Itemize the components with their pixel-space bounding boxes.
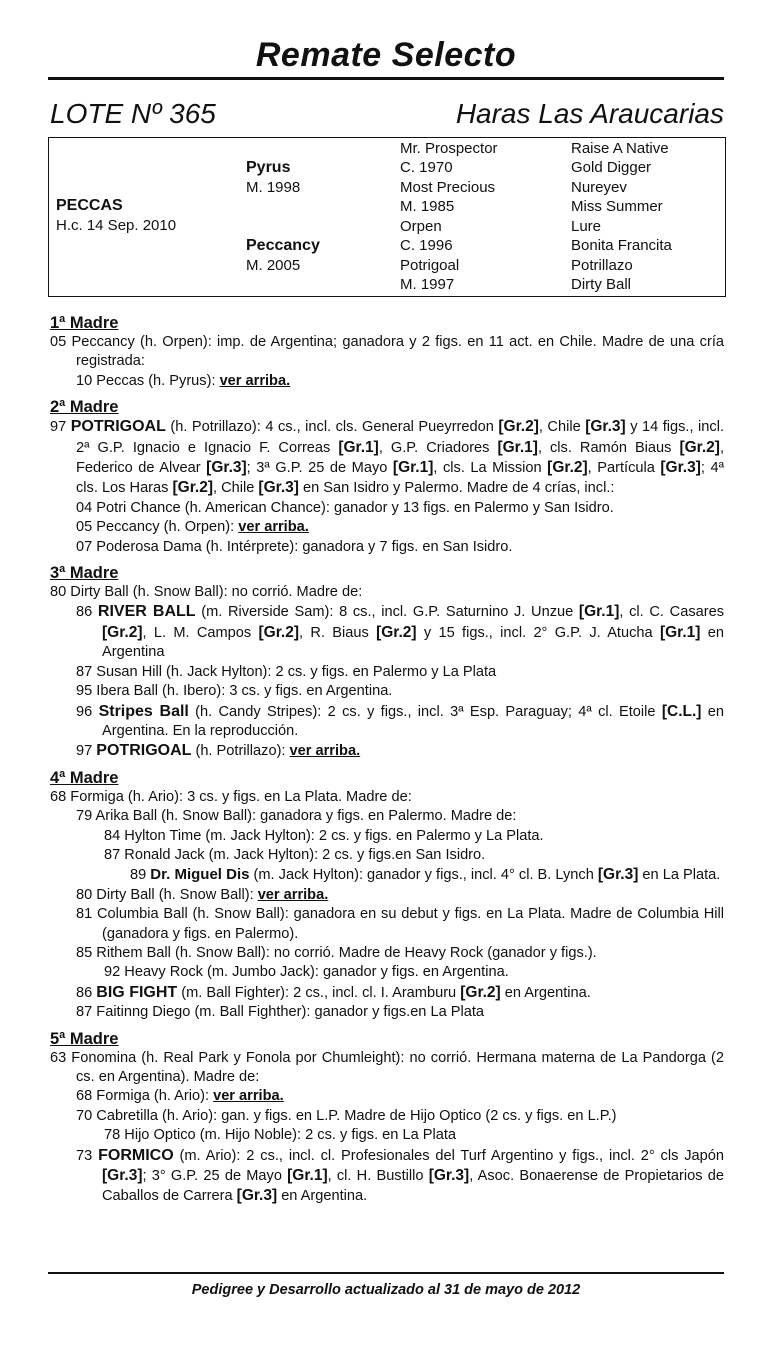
great-grandparent-cell: Gold Digger bbox=[571, 159, 652, 176]
pedigree-entry: 97 POTRIGOAL (h. Potrillazo): ver arriba. bbox=[76, 742, 361, 760]
great-grandparent-cell: Dirty Ball bbox=[571, 276, 632, 293]
ver-arriba-link: ver arriba. bbox=[289, 743, 361, 760]
grandparent-cell: C. 1970 bbox=[400, 159, 453, 176]
pedigree-entry: 68 Formiga (h. Ario): 3 cs. y figs. en La Plata. Madre de: bbox=[50, 788, 412, 805]
great-grandparent-cell: Bonita Francita bbox=[571, 237, 672, 254]
lote-number: LOTE Nº 365 bbox=[50, 98, 216, 129]
pedigree-entry: 92 Heavy Rock (m. Jumbo Jack): ganador y figs. en Argentina. bbox=[104, 964, 509, 981]
pedigree-entry: 10 Peccas (h. Pyrus): ver arriba. bbox=[76, 372, 291, 389]
pedigree-entry: 63 Fonomina (h. Real Park y Fonola por Chumleight): no corrió. Hermana materna de La Pandorga (2 cs. en Argentina). Madre de: bbox=[50, 1049, 724, 1085]
great-grandparent-cell: Miss Summer bbox=[571, 198, 663, 215]
pedigree-entry: 87 Susan Hill (h. Jack Hylton): 2 cs. y figs. en Palermo y La Plata bbox=[76, 663, 497, 680]
ver-arriba-link: ver arriba. bbox=[219, 372, 291, 389]
lote-header bbox=[50, 98, 724, 134]
dam-line-sections bbox=[50, 307, 724, 1207]
great-grandparent-cell: Lure bbox=[571, 217, 602, 235]
pedigree-entry: 07 Poderosa Dama (h. Intérprete): ganadora y 7 figs. en San Isidro. bbox=[76, 538, 513, 555]
grandparent-cell: Mr. Prospector bbox=[400, 139, 498, 157]
grandparent-cell: M. 1997 bbox=[400, 276, 455, 293]
dam-name: Peccancy bbox=[246, 237, 320, 254]
section-title: 4ª Madre bbox=[50, 768, 119, 787]
sire-name: Pyrus bbox=[246, 159, 291, 176]
ver-arriba-link: ver arriba. bbox=[257, 886, 329, 903]
dam-info: M. 2005 bbox=[246, 256, 301, 274]
pedigree-entry: 70 Cabretilla (h. Ario): gan. y figs. en L.P. Madre de Hijo Optico (2 cs. y figs. en L.P.) bbox=[76, 1107, 617, 1124]
section-title: 1ª Madre bbox=[50, 314, 119, 332]
pedigree-table bbox=[48, 137, 726, 297]
section-title: 2ª Madre bbox=[50, 398, 119, 417]
pedigree-entry: 86 RIVER BALL (m. Riverside Sam): 8 cs., incl. G.P. Saturnino J. Unzue [Gr.1], cl. C. Casares [Gr.2], L. M. Campos [Gr.2], R. Biaus [Gr.2] y 15 figs., incl. 2° G.P. J. Atucha [Gr.1] en Argentina bbox=[76, 603, 725, 661]
madre-section bbox=[50, 768, 724, 1023]
sire-info: M. 1998 bbox=[246, 178, 301, 196]
grandparent-cell: M. 1985 bbox=[400, 198, 455, 215]
footer-rule bbox=[48, 1272, 724, 1274]
great-grandparent-cell: Potrillazo bbox=[571, 256, 633, 274]
madre-section bbox=[50, 397, 724, 557]
page-title: Remate Selecto bbox=[255, 36, 517, 74]
grandparent-cell: Potrigoal bbox=[400, 256, 460, 274]
ver-arriba-link: ver arriba. bbox=[238, 519, 309, 536]
madre-section bbox=[50, 563, 724, 762]
footer-note: Pedigree y Desarrollo actualizado al 31 de mayo de 2012 bbox=[191, 1282, 581, 1298]
great-grandparent-cell: Nureyev bbox=[571, 178, 627, 196]
pedigree-entry: 05 Peccancy (h. Orpen): imp. de Argentina; ganadora y 2 figs. en 11 act. en Chile. Madre de una cría registrada: bbox=[50, 334, 724, 370]
grandparent-cell: Orpen bbox=[400, 217, 442, 235]
grandparent-cell: Most Precious bbox=[400, 178, 496, 196]
haras-name: Haras Las Araucarias bbox=[455, 98, 724, 129]
pedigree-entry: 85 Rithem Ball (h. Snow Ball): no corrió. Madre de Heavy Rock (ganador y figs.). bbox=[76, 944, 597, 961]
horse-name: PECCAS bbox=[56, 197, 123, 214]
pedigree-entry: 81 Columbia Ball (h. Snow Ball): ganadora en su debut y figs. en La Plata. Madre de Columbia Hill (ganadora y figs. en Palermo). bbox=[76, 906, 724, 942]
pedigree-entry: 96 Stripes Ball (h. Candy Stripes): 2 cs. y figs., incl. 3ª Esp. Paraguay; 4ª cl. Etoile [C.L.] en Argentina. En la reproducción. bbox=[76, 702, 725, 739]
section-title: 5ª Madre bbox=[50, 1029, 119, 1048]
pedigree-entry: 80 Dirty Ball (h. Snow Ball): ver arriba. bbox=[76, 886, 329, 903]
horse-info: H.c. 14 Sep. 2010 bbox=[56, 217, 177, 234]
pedigree-entry: 73 FORMICO (m. Ario): 2 cs., incl. cl. Profesionales del Turf Argentino y figs., incl. 2° cls Japón [Gr.3]; 3° G.P. 25 de Mayo [Gr.1], cl. H. Bustillo [Gr.3], Asoc. Bonaerense de Propietarios de Caballos de Carrera [Gr.3] en Argentina. bbox=[76, 1146, 724, 1205]
pedigree-entry: 78 Hijo Optico (m. Hijo Noble): 2 cs. y figs. en La Plata bbox=[104, 1127, 457, 1144]
pedigree-entry: 68 Formiga (h. Ario): ver arriba. bbox=[76, 1088, 284, 1105]
pedigree-entry: 80 Dirty Ball (h. Snow Ball): no corrió. Madre de: bbox=[50, 584, 363, 601]
madre-section bbox=[50, 1029, 724, 1207]
section-title: 3ª Madre bbox=[50, 564, 119, 583]
pedigree-entry: 79 Arika Ball (h. Snow Ball): ganadora y figs. en Palermo. Madre de: bbox=[76, 808, 517, 825]
pedigree-entry: 89 Dr. Miguel Dis (m. Jack Hylton): ganador y figs., incl. 4° cl. B. Lynch [Gr.3] en La Plata. bbox=[130, 866, 721, 884]
pedigree-entry: 95 Ibera Ball (h. Ibero): 3 cs. y figs. en Argentina. bbox=[76, 683, 393, 700]
pedigree-entry: 04 Potri Chance (h. American Chance): ganador y 13 figs. en Palermo y San Isidro. bbox=[76, 499, 614, 516]
madre-section bbox=[50, 313, 724, 391]
great-grandparent-cell: Raise A Native bbox=[571, 139, 669, 157]
pedigree-entry: 86 BIG FIGHT (m. Ball Fighter): 2 cs., incl. cl. I. Aramburu [Gr.2] en Argentina. bbox=[76, 983, 591, 1001]
pedigree-entry: 87 Ronald Jack (m. Jack Hylton): 2 cs. y figs.en San Isidro. bbox=[104, 846, 486, 863]
pedigree-entry: 87 Faitinng Diego (m. Ball Fighther): ganador y figs.en La Plata bbox=[76, 1004, 485, 1021]
ver-arriba-link: ver arriba. bbox=[213, 1088, 284, 1105]
pedigree-entry: 97 POTRIGOAL (h. Potrillazo): 4 cs., incl. cls. General Pueyrredon [Gr.2], Chile [Gr.3] y 14 figs., incl. 2ª G.P. Ignacio e Ignacio F. Correas [Gr.1], G.P. Criadores [Gr.1], cls. Ramón Biaus [Gr.2], Federico de Alvear [Gr.3]; 3ª G.P. 25 de Mayo [Gr.1], cls. La Mission [Gr.2], Partícula [Gr.3]; 4ª cls. Los Haras [Gr.2], Chile [Gr.3] en San Isidro y Palermo. Madre de 4 crías, incl.: bbox=[50, 418, 725, 497]
grandparent-cell: C. 1996 bbox=[400, 237, 453, 254]
pedigree-entry: 84 Hylton Time (m. Jack Hylton): 2 cs. y figs. en Palermo y La Plata. bbox=[104, 827, 544, 844]
pedigree-entry: 05 Peccancy (h. Orpen): ver arriba. bbox=[76, 519, 309, 536]
title-rule bbox=[48, 77, 724, 80]
